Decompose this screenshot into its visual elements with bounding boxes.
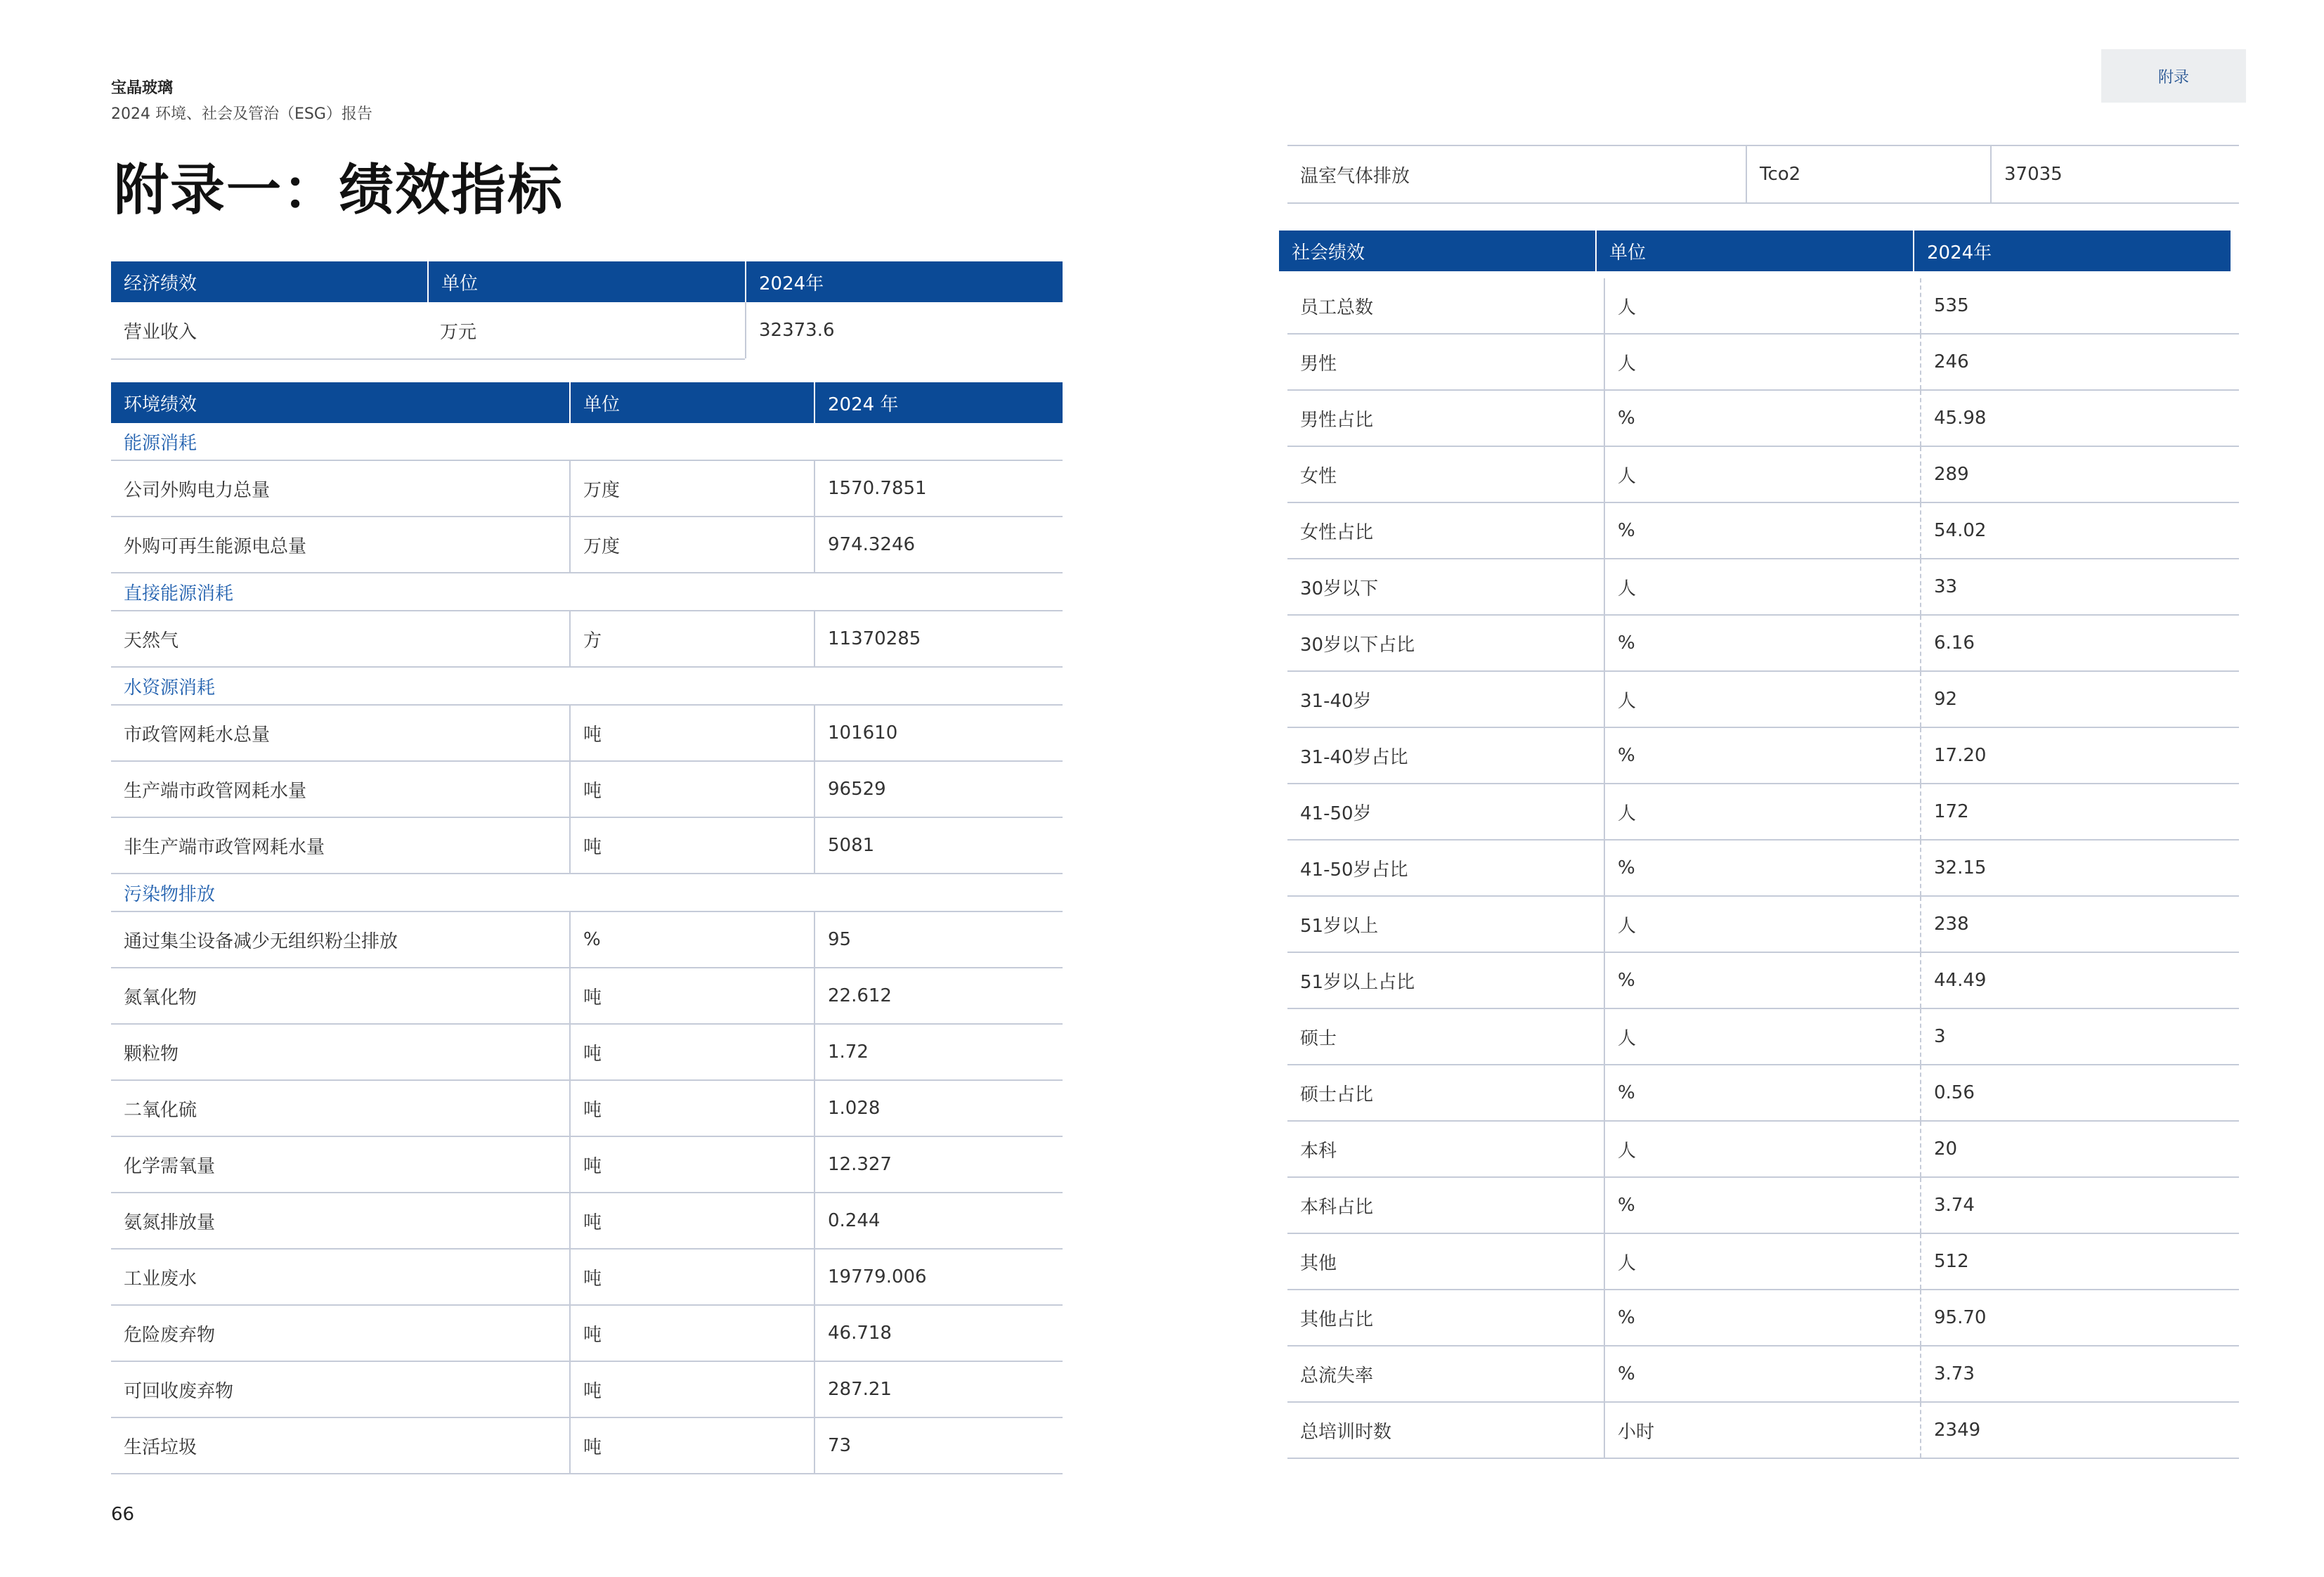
row-metric: 女性 (1300, 465, 1337, 487)
row-unit: 人 (1604, 278, 1920, 333)
table-row (1287, 278, 2239, 335)
row-value: 46.718 (814, 1306, 1063, 1361)
row-metric: 本科 (1300, 1140, 1337, 1162)
row-value: 11370285 (814, 611, 1063, 666)
page-title: 附录一：绩效指标 (114, 159, 564, 222)
table-row (1287, 728, 2239, 784)
row-metric: 市政管网耗水总量 (124, 724, 271, 746)
row-value: 22.612 (814, 968, 1063, 1023)
row-value: 54.02 (1920, 503, 2239, 558)
row-value: 92 (1920, 672, 2239, 727)
row-unit: 人 (1604, 335, 1920, 389)
row-unit: 方 (569, 611, 814, 666)
row-metric: 本科占比 (1300, 1196, 1374, 1218)
row-unit: % (1604, 841, 1920, 895)
row-value: 95.70 (1920, 1290, 2239, 1345)
table-row (1287, 672, 2239, 728)
table-row (1287, 897, 2239, 953)
table-row (111, 611, 1063, 668)
row-unit: 万元 (440, 321, 477, 343)
company-name: 宝晶玻璃 (111, 79, 174, 97)
row-value: 6.16 (1920, 616, 2239, 670)
row-value: 101610 (814, 706, 1063, 760)
row-metric: 41-50岁 (1300, 803, 1372, 824)
row-metric: 其他占比 (1300, 1309, 1374, 1330)
row-metric: 温室气体排放 (1300, 165, 1410, 187)
table-row (1287, 841, 2239, 897)
economic-header-metric: 经济绩效 (124, 273, 197, 294)
row-metric: 男性占比 (1300, 409, 1374, 431)
row-value: 17.20 (1920, 728, 2239, 783)
row-value: 512 (1920, 1234, 2239, 1289)
row-metric: 危险废弃物 (124, 1324, 216, 1346)
row-metric: 公司外购电力总量 (124, 479, 271, 501)
row-value: 45.98 (1920, 391, 2239, 446)
row-unit: 人 (1604, 897, 1920, 952)
table-row (111, 762, 1063, 818)
table-row (1287, 1009, 2239, 1065)
row-metric: 外购可再生能源电总量 (124, 536, 307, 557)
row-metric: 化学需氧量 (124, 1155, 216, 1177)
row-value: 73 (814, 1418, 1063, 1473)
row-value: 44.49 (1920, 953, 2239, 1008)
environment-header (111, 382, 1063, 423)
row-metric: 男性 (1300, 353, 1337, 375)
table-row (111, 1250, 1063, 1306)
row-metric: 30岁以下占比 (1300, 634, 1415, 656)
row-value: 3.73 (1920, 1346, 2239, 1401)
row-value: 974.3246 (814, 517, 1063, 572)
row-unit: % (1604, 728, 1920, 783)
table-row (111, 968, 1063, 1025)
table-row (1287, 1403, 2239, 1459)
row-value: 33 (1920, 559, 2239, 614)
row-unit: 人 (1604, 1009, 1920, 1064)
row-value: 12.327 (814, 1137, 1063, 1192)
row-unit: 万度 (569, 461, 814, 516)
row-unit: 万度 (569, 517, 814, 572)
social-header-unit: 单位 (1595, 231, 1913, 271)
economic-header-year: 2024年 (745, 261, 1063, 302)
table-row (1287, 1346, 2239, 1403)
row-metric: 通过集尘设备减少无组织粉尘排放 (124, 930, 398, 952)
ghg-table (1287, 145, 2239, 204)
social-header-year: 2024年 (1913, 231, 2231, 271)
row-unit: 吨 (569, 1193, 814, 1248)
row-value: 5081 (814, 818, 1063, 873)
table-row (1287, 953, 2239, 1009)
table-row (111, 461, 1063, 517)
table-row (1287, 1065, 2239, 1122)
row-metric: 41-50岁占比 (1300, 859, 1408, 881)
row-metric: 天然气 (124, 630, 179, 651)
environment-header-unit: 单位 (569, 382, 814, 423)
row-unit: 吨 (569, 1418, 814, 1473)
economic-value-cell (745, 302, 1063, 358)
table-row (111, 302, 745, 360)
row-metric: 氮氧化物 (124, 987, 197, 1008)
row-unit: 人 (1604, 559, 1920, 614)
row-unit: 吨 (569, 762, 814, 817)
row-unit: % (1604, 616, 1920, 670)
row-unit: 小时 (1604, 1403, 1920, 1458)
row-value: 289 (1920, 447, 2239, 502)
table-row (111, 1025, 1063, 1081)
row-unit: % (1604, 503, 1920, 558)
row-unit: 吨 (569, 1250, 814, 1304)
row-value: 246 (1920, 335, 2239, 389)
row-metric: 硕士 (1300, 1027, 1337, 1049)
row-value: 37035 (1990, 146, 2239, 202)
row-value: 1.72 (814, 1025, 1063, 1079)
row-metric: 营业收入 (124, 321, 197, 343)
report-subtitle: 2024 环境、社会及管治（ESG）报告 (111, 105, 372, 123)
row-unit: 吨 (569, 1081, 814, 1136)
table-row (111, 1193, 1063, 1250)
row-metric: 可回收废弃物 (124, 1380, 234, 1402)
row-unit: 人 (1604, 1234, 1920, 1289)
social-table (1279, 231, 2239, 1481)
section-title: 水资源消耗 (111, 668, 1063, 706)
row-unit: 吨 (569, 968, 814, 1023)
row-value: 32373.6 (759, 320, 835, 341)
row-value: 1.028 (814, 1081, 1063, 1136)
row-unit: 人 (1604, 447, 1920, 502)
row-unit: 人 (1604, 784, 1920, 839)
row-value: 535 (1920, 278, 2239, 333)
row-metric: 30岁以下 (1300, 578, 1379, 599)
economic-header (111, 261, 1063, 302)
table-row (111, 912, 1063, 968)
table-row (1287, 784, 2239, 841)
row-metric: 生活垃圾 (124, 1436, 197, 1458)
row-value: 3 (1920, 1009, 2239, 1064)
social-header (1279, 231, 2231, 271)
table-row (1287, 559, 2239, 616)
appendix-tag: 附录 (2101, 49, 2246, 103)
row-metric: 非生产端市政管网耗水量 (124, 836, 325, 858)
table-row (111, 1137, 1063, 1193)
social-header-metric: 社会绩效 (1292, 242, 1365, 264)
row-value: 96529 (814, 762, 1063, 817)
row-metric: 颗粒物 (124, 1043, 179, 1065)
row-unit: % (1604, 1346, 1920, 1401)
table-row (1287, 146, 2239, 204)
table-row (1287, 616, 2239, 672)
row-metric: 硕士占比 (1300, 1084, 1374, 1105)
row-value: 3.74 (1920, 1178, 2239, 1233)
row-unit: % (569, 912, 814, 967)
section-title: 污染物排放 (111, 874, 1063, 912)
row-metric: 氨氮排放量 (124, 1212, 216, 1233)
row-value: 0.244 (814, 1193, 1063, 1248)
row-metric: 51岁以上 (1300, 915, 1379, 937)
economic-table (111, 261, 1063, 360)
row-unit: 吨 (569, 818, 814, 873)
table-row (111, 818, 1063, 874)
row-value: 0.56 (1920, 1065, 2239, 1120)
table-row (111, 1418, 1063, 1474)
row-unit: % (1604, 391, 1920, 446)
table-row (1287, 1290, 2239, 1346)
row-unit: 吨 (569, 1025, 814, 1079)
row-value: 287.21 (814, 1362, 1063, 1417)
row-metric: 31-40岁 (1300, 690, 1372, 712)
row-unit: % (1604, 1290, 1920, 1345)
environment-table (111, 382, 1063, 1497)
row-unit: 吨 (569, 1306, 814, 1361)
table-row (1287, 1178, 2239, 1234)
table-row (1287, 335, 2239, 391)
section-title: 直接能源消耗 (111, 573, 1063, 611)
environment-header-year: 2024 年 (814, 382, 1063, 423)
row-metric: 生产端市政管网耗水量 (124, 780, 307, 802)
row-unit: 吨 (569, 1137, 814, 1192)
table-row (1287, 447, 2239, 503)
row-unit: % (1604, 1178, 1920, 1233)
economic-header-unit: 单位 (427, 261, 745, 302)
table-row (111, 1306, 1063, 1362)
section-title: 能源消耗 (111, 423, 1063, 461)
row-unit: 人 (1604, 1122, 1920, 1176)
table-row (111, 517, 1063, 573)
row-metric: 总培训时数 (1300, 1421, 1392, 1443)
row-metric: 女性占比 (1300, 521, 1374, 543)
row-unit: 吨 (569, 1362, 814, 1417)
row-unit: % (1604, 1065, 1920, 1120)
row-value: 95 (814, 912, 1063, 967)
row-value: 19779.006 (814, 1250, 1063, 1304)
row-metric: 二氧化硫 (124, 1099, 197, 1121)
row-value: 32.15 (1920, 841, 2239, 895)
row-value: 238 (1920, 897, 2239, 952)
environment-header-metric: 环境绩效 (124, 394, 197, 415)
table-row (111, 706, 1063, 762)
row-unit: Tco2 (1746, 146, 1990, 202)
row-value: 172 (1920, 784, 2239, 839)
table-row (111, 1081, 1063, 1137)
row-unit: % (1604, 953, 1920, 1008)
row-metric: 51岁以上占比 (1300, 971, 1415, 993)
table-row (1287, 391, 2239, 447)
table-row (1287, 503, 2239, 559)
row-metric: 员工总数 (1300, 297, 1374, 318)
table-row (1287, 1122, 2239, 1178)
row-metric: 其他 (1300, 1252, 1337, 1274)
row-metric: 31-40岁占比 (1300, 746, 1408, 768)
row-unit: 人 (1604, 672, 1920, 727)
row-metric: 工业废水 (124, 1268, 197, 1290)
row-value: 20 (1920, 1122, 2239, 1176)
row-metric: 总流失率 (1300, 1365, 1374, 1387)
table-row (111, 1362, 1063, 1418)
row-value: 1570.7851 (814, 461, 1063, 516)
page-number: 66 (111, 1504, 135, 1525)
table-row (1287, 1234, 2239, 1290)
row-unit: 吨 (569, 706, 814, 760)
row-value: 2349 (1920, 1403, 2239, 1458)
